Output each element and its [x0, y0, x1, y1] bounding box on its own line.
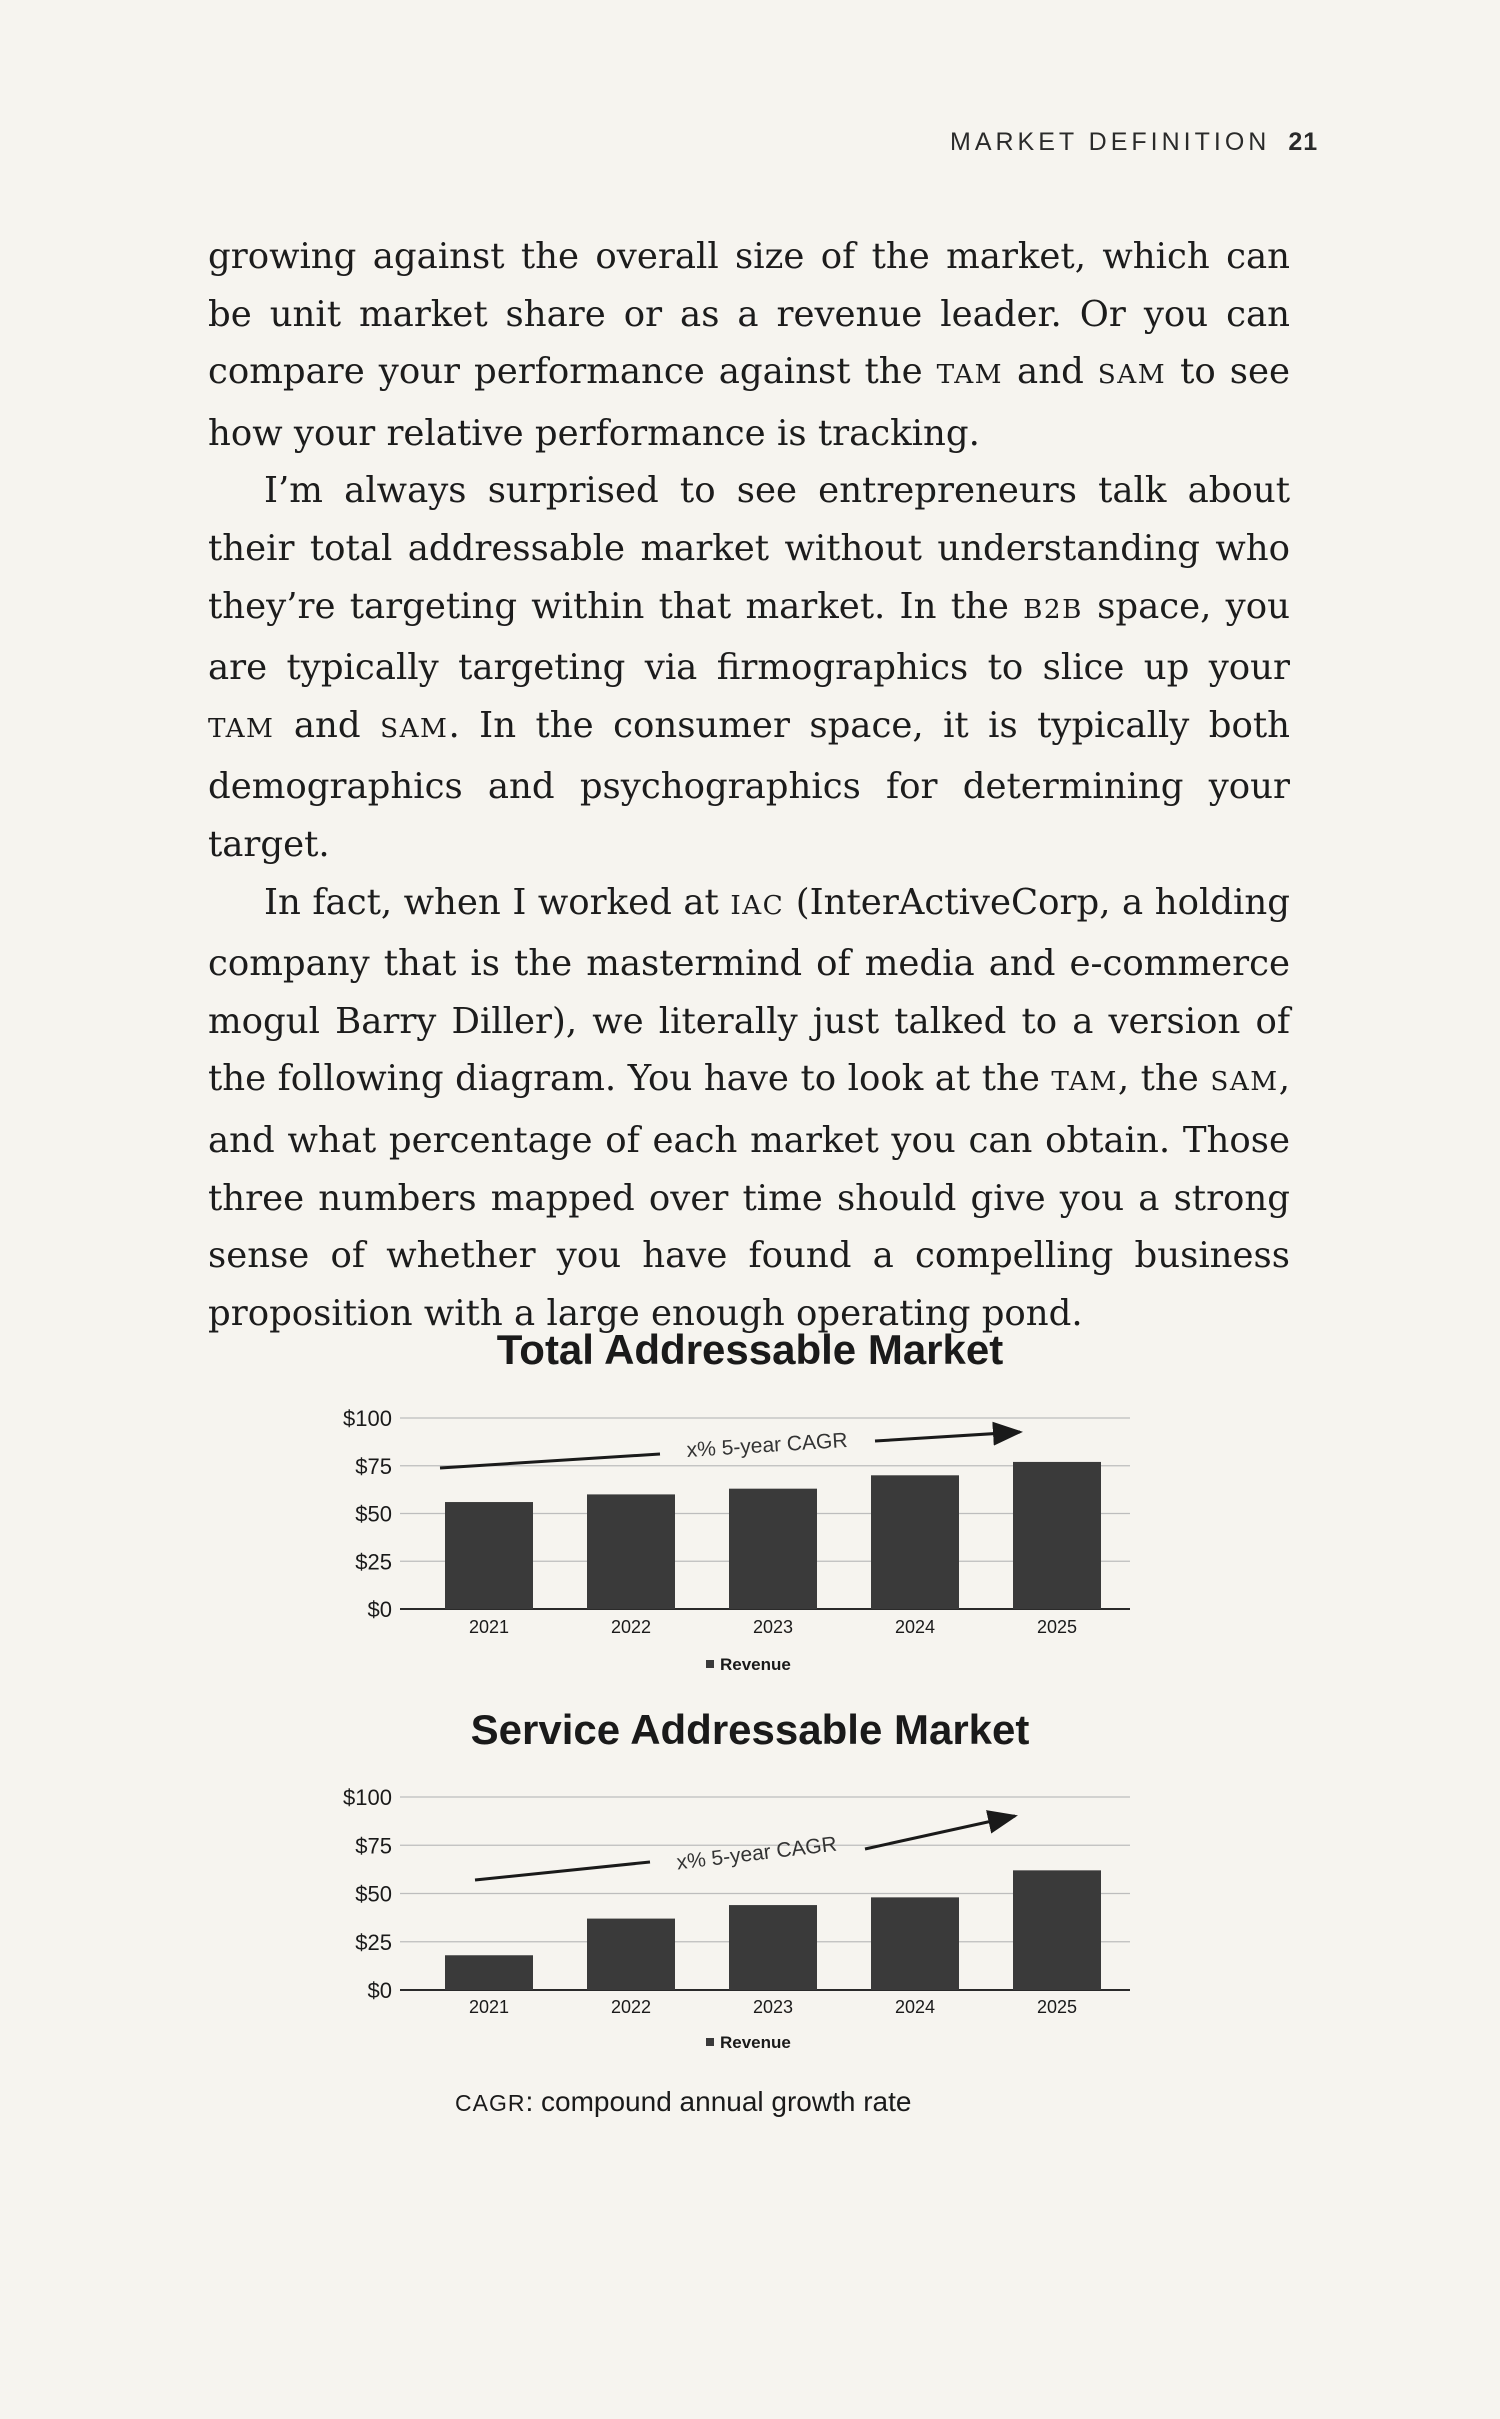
x-tick-label: 2023 — [752, 1617, 794, 1637]
bar — [445, 1955, 533, 1990]
y-tick-label: $25 — [355, 1929, 392, 1955]
abbreviation: TAM — [936, 360, 1004, 391]
text-run: . In the consumer space, it is typically both demographics and psychographics for determining your target. — [208, 704, 1291, 865]
abbreviation: IAC — [730, 890, 785, 921]
x-tick-label: 2022 — [610, 1617, 652, 1637]
text-run: to see how your relative performance is tracking. — [208, 351, 1290, 454]
text-run: , and what percentage of each market you can obtain. Those three numbers mapped over time should give you a strong sense of whether you have found a compelling business proposition with a large enough operating pond. — [208, 1058, 1290, 1334]
cagr-arrow-head — [875, 1432, 1020, 1441]
tam-chart-title: Total Addressable Market — [496, 1326, 1004, 1373]
bar — [445, 1502, 533, 1609]
bar — [1013, 1462, 1101, 1609]
text-run: growing against the overall size of the market, which can be unit market share or as a revenue leader. Or you can compare your performance against the — [208, 236, 1290, 393]
x-tick-label: 2024 — [894, 1997, 936, 2017]
bar — [871, 1897, 959, 1990]
abbreviation: SAM — [1097, 360, 1167, 391]
y-tick-label: $100 — [343, 1406, 392, 1431]
cagr-arrow-tail — [475, 1862, 650, 1880]
bar — [729, 1905, 817, 1990]
text-run: and — [1003, 351, 1098, 393]
text-run: In fact, when I worked at — [264, 881, 731, 923]
y-tick-label: $100 — [343, 1785, 392, 1810]
cagr-annotation: x% 5-year CAGR — [675, 1832, 839, 1875]
x-tick-label: 2021 — [468, 1617, 510, 1637]
bar — [587, 1494, 675, 1609]
legend-label: Revenue — [720, 2033, 791, 2052]
cagr-arrow-head — [865, 1816, 1015, 1849]
x-tick-label: 2025 — [1036, 1617, 1078, 1637]
running-title: MARKET DEFINITION — [950, 128, 1271, 156]
y-tick-label: $50 — [355, 1881, 392, 1907]
bar — [871, 1475, 959, 1609]
x-tick-label: 2023 — [752, 1997, 794, 2017]
x-tick-label: 2024 — [894, 1617, 936, 1637]
page-number: 21 — [1288, 128, 1319, 156]
y-tick-label: $75 — [355, 1453, 392, 1479]
bar — [587, 1919, 675, 1990]
abbreviation: SAM — [380, 713, 449, 744]
y-tick-label: $0 — [367, 1597, 392, 1622]
x-tick-label: 2025 — [1036, 1997, 1078, 2017]
legend-swatch — [706, 1660, 714, 1668]
abbreviation: TAM — [1051, 1067, 1118, 1098]
y-tick-label: $75 — [355, 1833, 392, 1859]
x-tick-label: 2022 — [610, 1997, 652, 2017]
abbreviation: TAM — [208, 713, 275, 744]
caption-text: : compound annual growth rate — [525, 2086, 912, 2117]
bar — [1013, 1870, 1101, 1990]
bar — [729, 1489, 817, 1609]
text-run: I’m always surprised to see entrepreneurs talk about their total addressable market without understanding who they’re targeting within that market. In the — [208, 470, 1290, 627]
caption-abbr: CAGR — [455, 2090, 526, 2116]
cagr-annotation: x% 5-year CAGR — [686, 1428, 849, 1463]
abbreviation: SAM — [1210, 1067, 1279, 1098]
text-run: and — [274, 704, 381, 746]
x-tick-label: 2021 — [468, 1997, 510, 2017]
abbreviation: B2B — [1023, 594, 1083, 625]
sam-chart-title: Service Addressable Market — [470, 1706, 1030, 1753]
legend-label: Revenue — [720, 1655, 791, 1674]
y-tick-label: $25 — [355, 1549, 392, 1575]
y-tick-label: $0 — [367, 1978, 392, 2003]
text-run: , the — [1117, 1058, 1211, 1100]
text-run: space, you are typically targeting via firmographics to slice up your — [208, 585, 1290, 689]
chart-caption — [455, 2086, 911, 2118]
text-run: (InterActiveCorp, a holding company that is the mastermind of media and e-commerce mogul Barry Diller), we literally just talked to a version of the following diagram. You have to look at the — [208, 881, 1290, 1100]
legend-swatch — [706, 2038, 714, 2046]
y-tick-label: $50 — [355, 1501, 392, 1527]
